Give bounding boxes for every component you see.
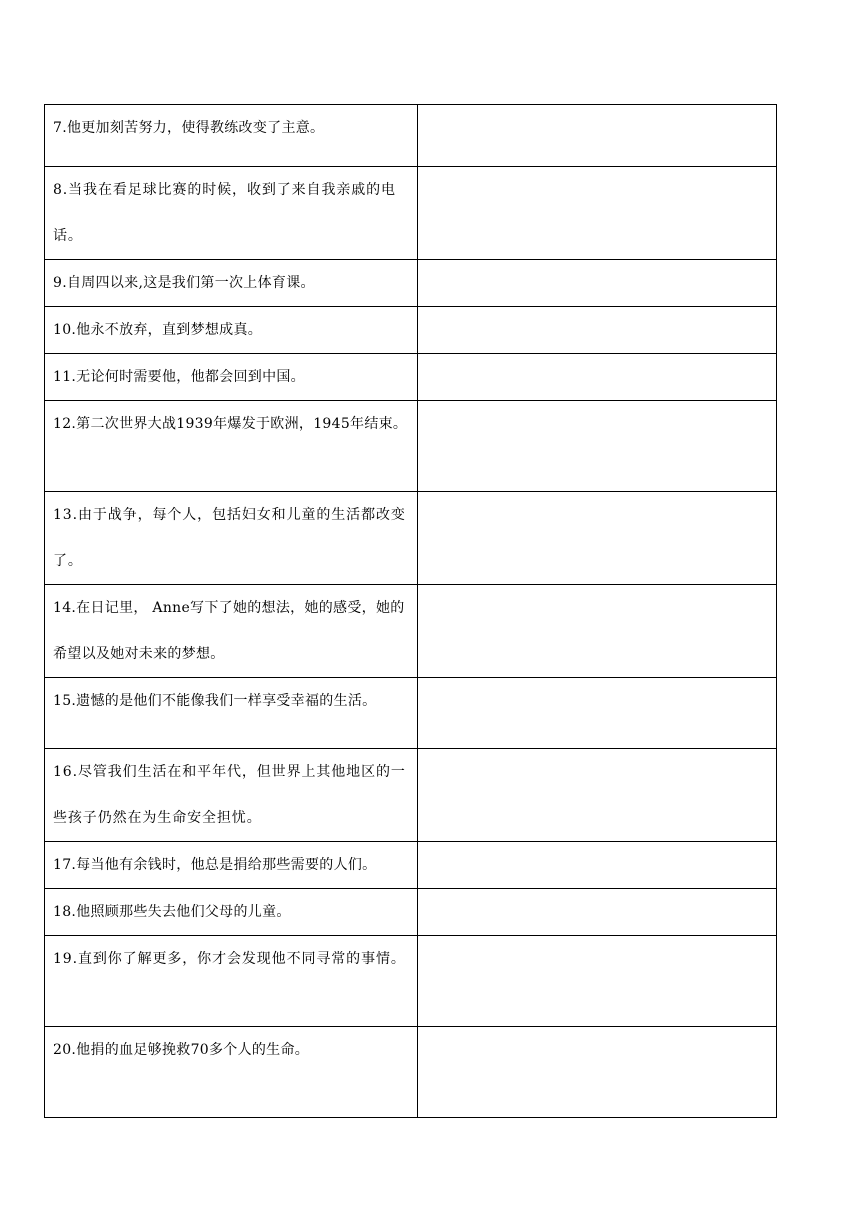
question-text: 16.尽管我们生活在和平年代，但世界上其他地区的一些孩子仍然在为生命安全担忧。 bbox=[53, 764, 406, 826]
question-cell bbox=[45, 936, 418, 1027]
question-text: 19.直到你了解更多，你才会发现他不同寻常的事情。 bbox=[53, 951, 406, 967]
answer-cell[interactable] bbox=[418, 1027, 777, 1118]
question-cell bbox=[45, 167, 418, 260]
answer-cell[interactable] bbox=[418, 749, 777, 842]
question-cell bbox=[45, 585, 418, 678]
answer-cell[interactable] bbox=[418, 167, 777, 260]
answer-cell[interactable] bbox=[418, 354, 777, 401]
answer-cell[interactable] bbox=[418, 105, 777, 167]
table-row bbox=[45, 167, 777, 260]
answer-cell[interactable] bbox=[418, 678, 777, 749]
question-text: 8.当我在看足球比赛的时候，收到了来自我亲戚的电话。 bbox=[53, 182, 396, 244]
question-cell bbox=[45, 1027, 418, 1118]
answer-cell[interactable] bbox=[418, 307, 777, 354]
answer-cell[interactable] bbox=[418, 260, 777, 307]
translation-table bbox=[44, 104, 777, 1118]
answer-cell[interactable] bbox=[418, 401, 777, 492]
question-cell bbox=[45, 401, 418, 492]
question-text: 10.他永不放弃，直到梦想成真。 bbox=[53, 322, 263, 338]
question-cell bbox=[45, 749, 418, 842]
question-text: 20.他捐的血足够挽救70多个人的生命。 bbox=[53, 1042, 310, 1058]
question-text: 12.第二次世界大战1939年爆发于欧洲，1945年结束。 bbox=[53, 416, 408, 432]
question-text: 13.由于战争，每个人，包括妇女和儿童的生活都改变了。 bbox=[53, 507, 406, 569]
question-text: 15.遗憾的是他们不能像我们一样享受幸福的生活。 bbox=[53, 693, 377, 709]
answer-cell[interactable] bbox=[418, 936, 777, 1027]
table-row bbox=[45, 585, 777, 678]
table-row bbox=[45, 749, 777, 842]
question-text: 9.自周四以来,这是我们第一次上体育课。 bbox=[53, 275, 315, 291]
question-text: 14.在日记里， Anne写下了她的想法，她的感受，她的希望以及她对未来的梦想。 bbox=[53, 600, 405, 662]
table-row bbox=[45, 1027, 777, 1118]
question-text: 7.他更加刻苦努力，使得教练改变了主意。 bbox=[53, 120, 325, 136]
answer-cell[interactable] bbox=[418, 585, 777, 678]
question-cell bbox=[45, 492, 418, 585]
question-text: 18.他照顾那些失去他们父母的儿童。 bbox=[53, 904, 291, 920]
question-cell bbox=[45, 842, 418, 889]
table-row bbox=[45, 492, 777, 585]
answer-cell[interactable] bbox=[418, 842, 777, 889]
table-row bbox=[45, 936, 777, 1027]
question-text: 17.每当他有余钱时，他总是捐给那些需要的人们。 bbox=[53, 857, 377, 873]
table-row bbox=[45, 401, 777, 492]
answer-cell[interactable] bbox=[418, 492, 777, 585]
answer-cell[interactable] bbox=[418, 889, 777, 936]
question-text: 11.无论何时需要他，他都会回到中国。 bbox=[53, 369, 305, 385]
